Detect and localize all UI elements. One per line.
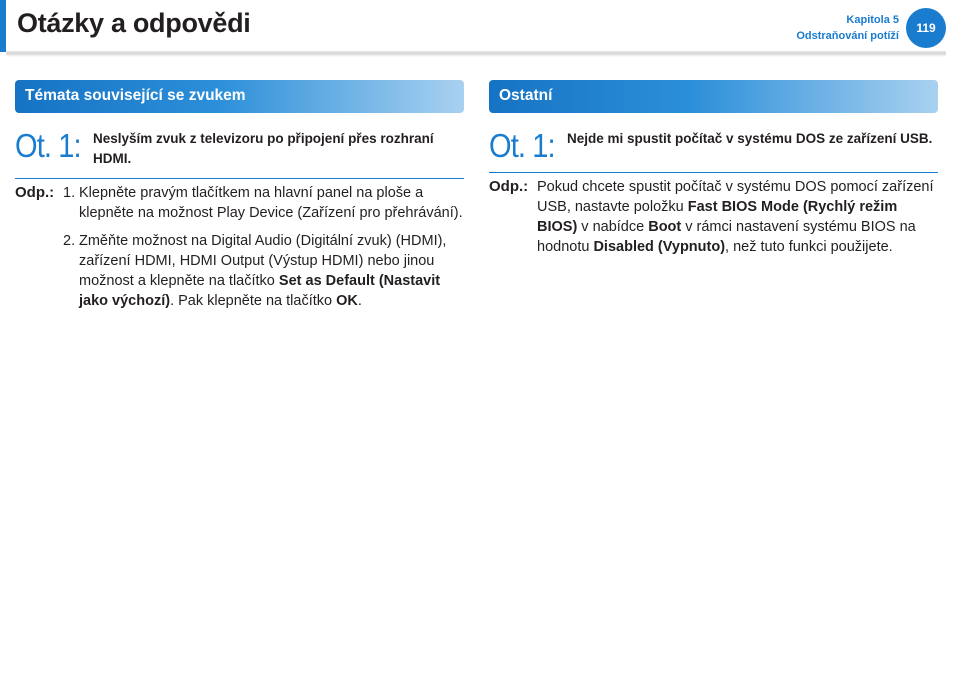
boot-menu-ref: Boot (648, 219, 682, 235)
question-text: Neslyším zvuk z televizoru po připojení přes rozhraní HDMI. (93, 131, 434, 166)
chapter-subtitle: Odstraňování potíží (796, 30, 899, 42)
page-title: Otázky a odpovědi (17, 8, 251, 38)
section-header-sound: Témata související se zvukem (15, 80, 464, 113)
answer-step (63, 183, 464, 223)
header-divider (6, 51, 946, 57)
question-text: Nejde mi spustit počítač v systému DOS ze zařízení USB. (567, 131, 933, 146)
answer-label: Odp.: (489, 178, 529, 195)
answer-block (489, 177, 938, 257)
answer-text-part: , než tuto funkci použijete. (725, 239, 893, 255)
answer-text-part: Pokud chcete spustit počítač v systému DOS pomocí zařízení USB, nastavte položku (537, 179, 934, 215)
question-block (489, 129, 938, 173)
answer-block (15, 183, 464, 311)
disabled-value-ref: Disabled (Vypnuto) (593, 239, 726, 255)
answer-text-part: v rámci nastavení systému BIOS na hodnotu (537, 219, 916, 255)
chapter-label: Kapitola 5 (846, 14, 899, 26)
right-column (489, 80, 938, 257)
question-marker: Ot. 1: (489, 127, 555, 164)
chapter-info (796, 12, 899, 44)
page-number-badge: 119 (906, 8, 946, 48)
answer-steps (15, 183, 464, 311)
answer-step (63, 231, 464, 311)
ok-button-ref: OK (336, 293, 358, 309)
question-block (15, 129, 464, 179)
answer-text-part: v nabídce (577, 219, 649, 235)
question-marker: Ot. 1: (15, 127, 81, 164)
step-text: Klepněte pravým tlačítkem na hlavní panel na ploše a klepněte na možnost Play Device (Zařízení pro přehrávání). (79, 185, 463, 221)
answer-text (489, 177, 938, 257)
step-text: . (357, 293, 362, 309)
header-accent-bar (0, 0, 6, 52)
set-default-button-ref: Set as Default (Nastavit jako výchozí) (79, 273, 441, 309)
step-number: 2. (63, 233, 76, 249)
answer-label: Odp.: (15, 184, 55, 201)
bios-mode-setting-ref: Fast BIOS Mode (Rychlý režim BIOS) (537, 199, 898, 235)
left-column (15, 80, 464, 319)
step-text: . Pak klepněte na tlačítko (170, 293, 337, 309)
step-number: 1. (63, 185, 76, 201)
step-text: Změňte možnost na Digital Audio (Digitální zvuk) (HDMI), zařízení HDMI, HDMI Output (Výstup HDMI) nebo jinou možnost a klepněte na tlačítko (79, 233, 447, 289)
section-header-other: Ostatní (489, 80, 938, 113)
